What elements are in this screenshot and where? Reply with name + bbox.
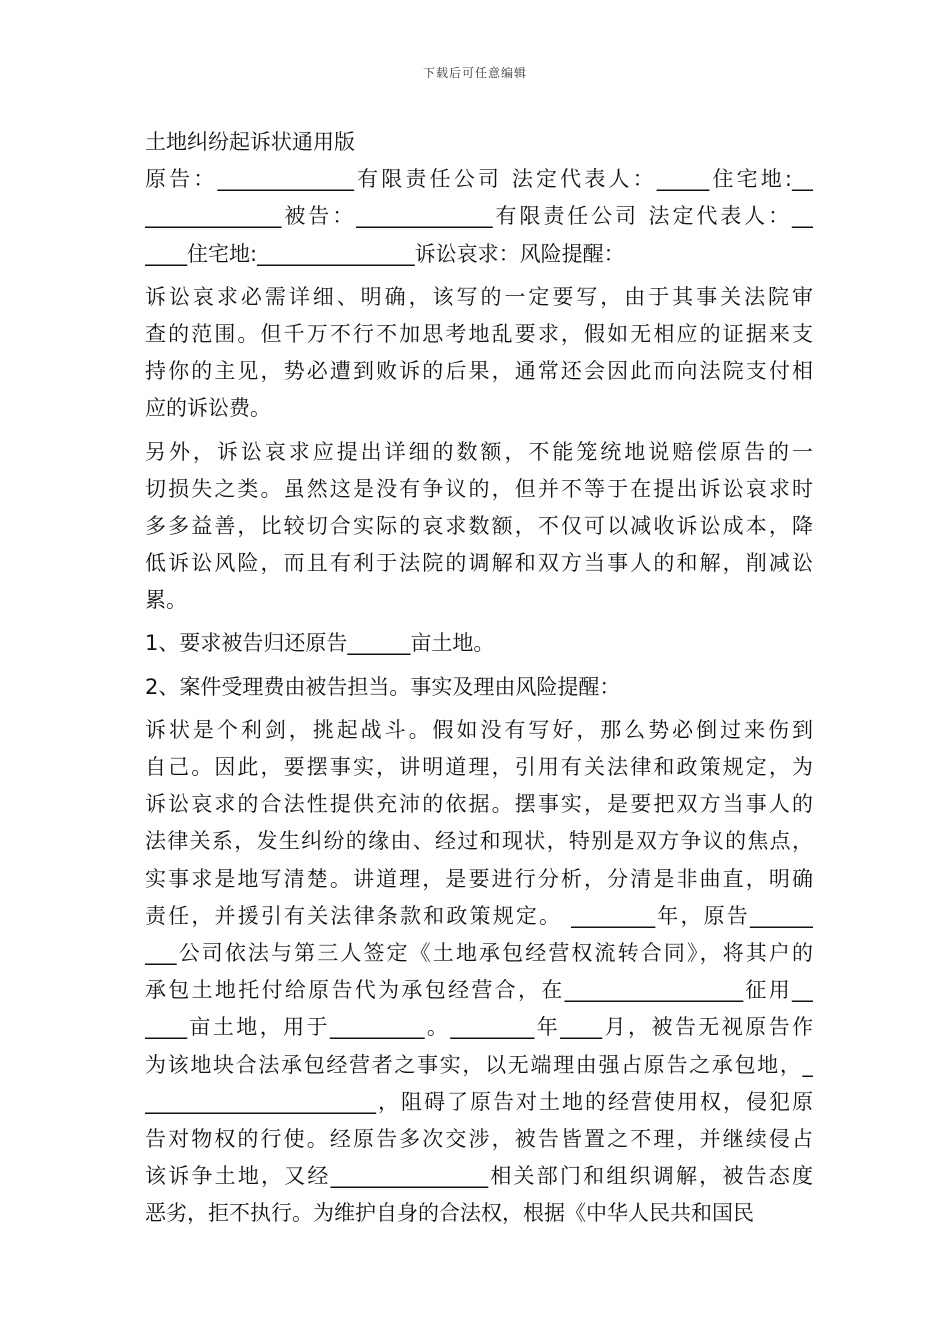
- text-line: ______________________，阻碍了原告对土地的经营使用权，侵犯原: [145, 1089, 813, 1114]
- text-line: 诉讼哀求的合法性提供充沛的依据。摆事实，是要把双方当事人的: [145, 792, 813, 817]
- text-line: 另外，诉讼哀求应提出详细的数额，不能笼统地说赔偿原告的一: [145, 439, 813, 464]
- document-lines: [145, 161, 813, 1232]
- header-note: 下载后可任意编辑: [422, 66, 527, 80]
- text-line: 自己。因此，要摆事实，讲明道理，引用有关法律和政策规定，为: [145, 755, 813, 779]
- text-line: 累。: [145, 588, 187, 613]
- document-title: 土地纠纷起诉状通用版: [145, 130, 355, 154]
- text-line: 为该地块合法承包经营者之事实，以无端理由强占原告之承包地，_: [145, 1052, 813, 1077]
- text-line: 诉讼哀求必需详细、明确，该写的一定要写，由于其事关法院审: [145, 284, 813, 309]
- text-line: 持你的主见，势必遭到败诉的后果，通常还会因此而向法院支付相: [145, 359, 813, 384]
- text-line: 应的诉讼费。: [145, 396, 271, 421]
- text-line: 低诉讼风险，而且有利于法院的调解和双方当事人的和解，削减讼: [145, 551, 813, 576]
- text-line: ____住宅地:_______________诉讼哀求：风险提醒：: [145, 241, 625, 266]
- text-line: 诉状是个利剑，挑起战斗。假如没有写好，那么势必倒过来伤到: [145, 717, 813, 742]
- text-line: 承包土地托付给原告代为承包经营合，在_________________征用__: [145, 978, 813, 1003]
- text-line: 告对物权的行使。经原告多次交涉，被告皆置之不理，并继续侵占: [145, 1126, 813, 1151]
- text-line: 多多益善，比较切合实际的哀求数额，不仅可以减收诉讼成本，降: [145, 513, 813, 538]
- text-line: 法律关系，发生纠纷的缘由、经过和现状，特别是双方争议的焦点，: [145, 829, 813, 854]
- text-line: 实事求是地写清楚。讲道理，是要进行分析，分清是非曲直，明确: [145, 866, 813, 891]
- text-line: ____亩土地，用于_________。________年____月，被告无视原告作: [145, 1015, 813, 1040]
- text-line: 恶劣，拒不执行。为维护自身的合法权，根据《中华人民共和国民: [145, 1201, 754, 1226]
- text-line: ___公司依法与第三人签定《土地承包经营权流转合同》，将其户的: [145, 940, 813, 965]
- text-line: 1、要求被告归还原告______亩土地。: [145, 631, 495, 656]
- document-body: [145, 124, 813, 1232]
- text-line: 该诉争土地，又经_______________相关部门和组织调解，被告态度: [145, 1164, 813, 1189]
- text-line: 2、案件受理费由被告担当。事实及理由风险提醒：: [145, 674, 621, 699]
- text-line: 查的范围。但千万不行不加思考地乱要求，假如无相应的证据来支: [145, 321, 813, 346]
- text-line: 原告：_____________有限责任公司 法定代表人：_____住宅地:__: [145, 167, 813, 192]
- text-line: 责任，并援引有关法律条款和政策规定。 ________年，原告______: [145, 903, 813, 928]
- text-line: 切损失之类。虽然这是没有争议的，但并不等于在提出诉讼哀求时: [145, 476, 813, 501]
- text-line: _____________被告：_____________有限责任公司 法定代表人：__: [145, 204, 813, 229]
